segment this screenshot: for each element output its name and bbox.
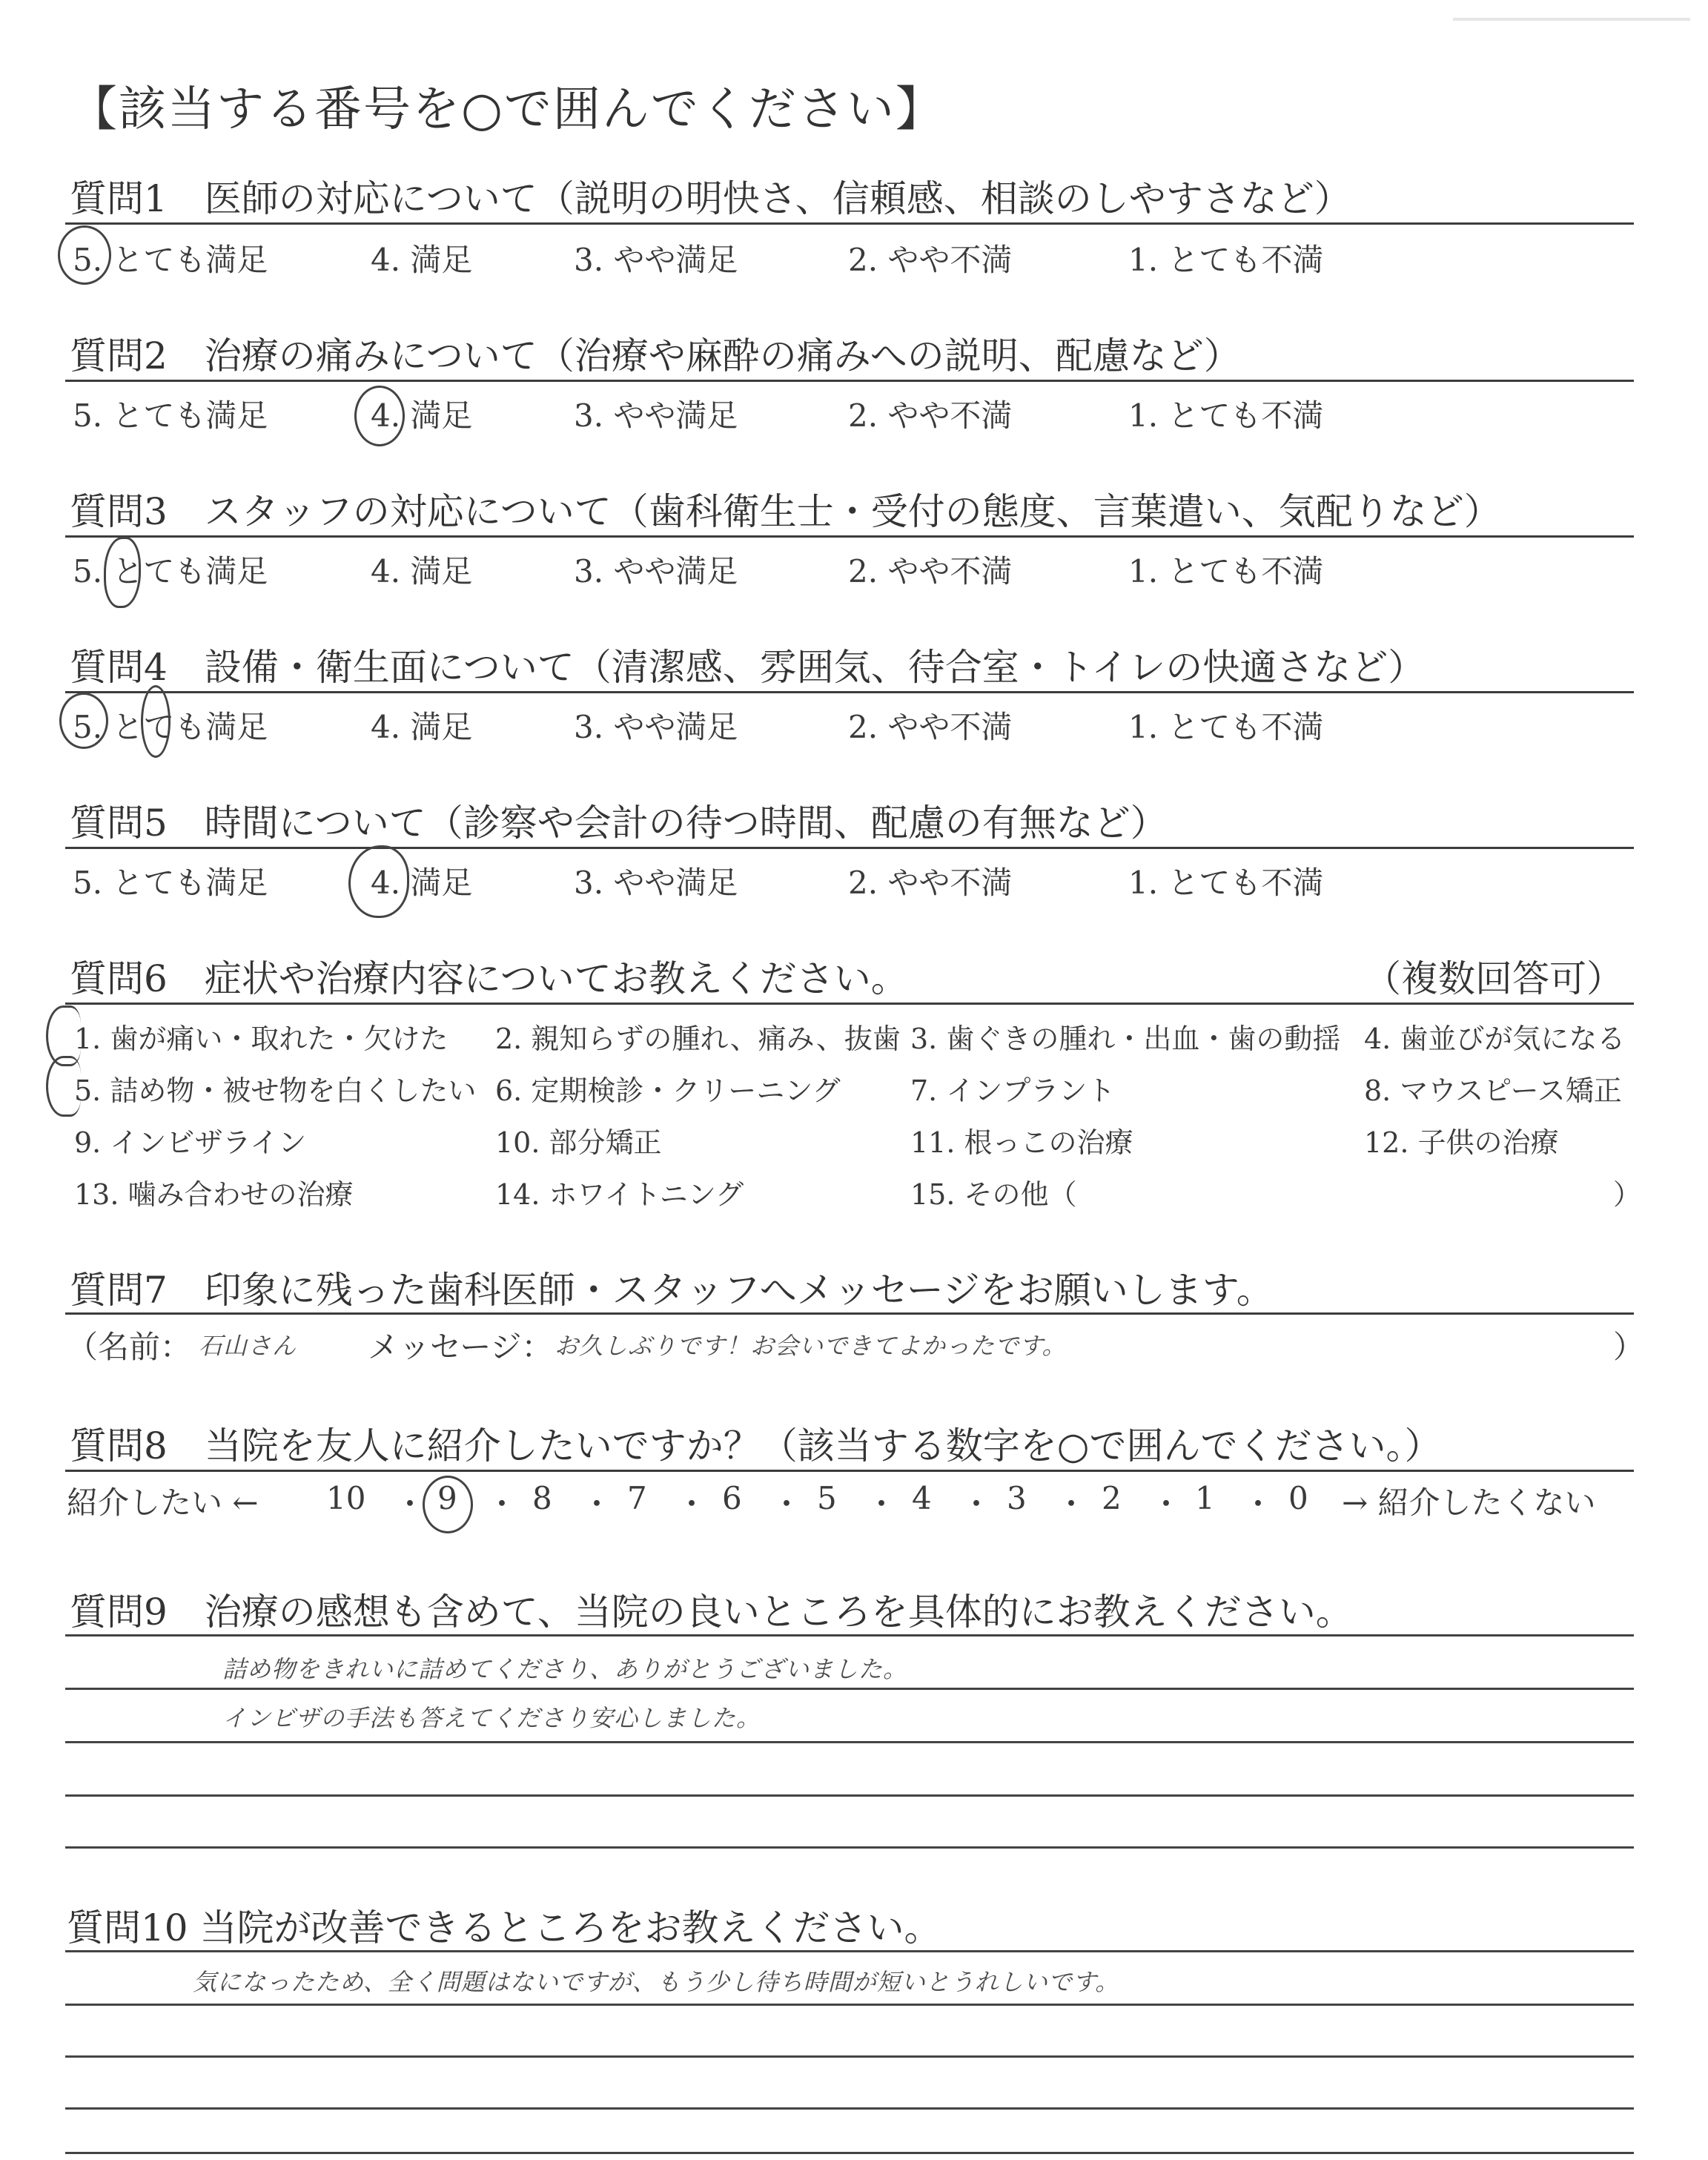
- q6-option-1[interactable]: 1. 歯が痛い・取れた・欠けた: [74, 1023, 448, 1055]
- option-2[interactable]: 2. やや不満: [848, 397, 1013, 434]
- scale-10[interactable]: 10: [326, 1480, 366, 1516]
- answer-circle: [58, 225, 111, 285]
- scale-7[interactable]: 7: [627, 1480, 647, 1516]
- q6-option-12[interactable]: 12. 子供の治療: [1364, 1126, 1559, 1159]
- scale-right-label: → 紹介したくない: [1342, 1484, 1596, 1521]
- answer-line: [65, 1950, 1634, 1952]
- option-5[interactable]: 5. とても満足: [73, 709, 268, 745]
- name-label: （名前：: [67, 1329, 192, 1365]
- q6-option-8[interactable]: 8. マウスピース矯正: [1364, 1074, 1622, 1107]
- divider: [65, 380, 1634, 382]
- scale-1[interactable]: 1: [1195, 1480, 1215, 1516]
- question-title: 質問4 設備・衛生面について（清潔感、雰囲気、待合室・トイレの快適さなど）: [70, 646, 1426, 689]
- answer-line: [65, 2107, 1634, 2110]
- answer-text: 詰め物をきれいに詰めてくださり、ありがとうございました。: [222, 1655, 908, 1683]
- question-title: 質問8 当院を友人に紹介したいですか？（該当する数字を○で囲んでください。）: [70, 1424, 1442, 1467]
- answer-circle: [348, 845, 409, 918]
- option-3[interactable]: 3. やや満足: [574, 865, 738, 901]
- option-2[interactable]: 2. やや不満: [848, 865, 1013, 901]
- q6-option-15-close: ）: [1613, 1178, 1642, 1211]
- divider: [65, 1312, 1634, 1315]
- answer-text: 気になったため、全く問題はないですが、もう少し待ち時間が短いとうれしいです。: [193, 1968, 1120, 1996]
- answer-circle: [423, 1476, 473, 1533]
- divider: [65, 691, 1634, 693]
- answer-line: [65, 1794, 1634, 1797]
- scale-sep: ・: [771, 1486, 803, 1522]
- message-value: お久しぶりです！お会いできてよかったです。: [555, 1332, 1067, 1360]
- option-3[interactable]: 3. やや満足: [574, 553, 738, 589]
- option-4[interactable]: 4. 満足: [371, 242, 473, 278]
- scale-4[interactable]: 4: [912, 1480, 932, 1516]
- q6-option-15[interactable]: 15. その他（: [910, 1178, 1077, 1211]
- scale-sep: ・: [676, 1486, 708, 1522]
- scale-sep: ・: [581, 1486, 613, 1522]
- scale-sep: ・: [961, 1486, 993, 1522]
- option-3[interactable]: 3. やや満足: [574, 709, 738, 745]
- answer-line: [65, 1741, 1634, 1743]
- q6-option-5[interactable]: 5. 詰め物・被せ物を白くしたい: [74, 1074, 477, 1107]
- q6-option-14[interactable]: 14. ホワイトニング: [495, 1178, 744, 1211]
- q6-option-13[interactable]: 13. 噛み合わせの治療: [74, 1178, 354, 1211]
- answer-circle: [354, 386, 405, 446]
- question-title: 質問10 当院が改善できるところをお教えください。: [67, 1906, 941, 1949]
- scale-sep: ・: [486, 1486, 518, 1522]
- question-title: 質問6 症状や治療内容についてお教えください。: [70, 957, 908, 1000]
- multiple-answer-note: （複数回答可）: [1364, 957, 1623, 1000]
- q6-option-11[interactable]: 11. 根っこの治療: [910, 1126, 1133, 1159]
- option-5[interactable]: 5. とても満足: [73, 397, 268, 434]
- scale-2[interactable]: 2: [1102, 1480, 1122, 1516]
- q6-option-7[interactable]: 7. インプラント: [910, 1074, 1116, 1107]
- option-3[interactable]: 3. やや満足: [574, 242, 738, 278]
- answer-circle: [46, 1056, 81, 1117]
- answer-circle: [59, 693, 108, 749]
- name-value: 石山さん: [199, 1332, 297, 1360]
- question-title: 質問7 印象に残った歯科医師・スタッフへメッセージをお願いします。: [70, 1269, 1274, 1312]
- message-close: ）: [1613, 1329, 1645, 1365]
- scale-6[interactable]: 6: [722, 1480, 742, 1516]
- question-title: 質問3 スタッフの対応について（歯科衛生士・受付の態度、言葉遣い、気配りなど）: [70, 490, 1501, 533]
- answer-line: [65, 2055, 1634, 2058]
- option-4[interactable]: 4. 満足: [371, 553, 473, 589]
- option-5[interactable]: 5. とても満足: [73, 553, 268, 589]
- q6-option-9[interactable]: 9. インビザライン: [74, 1126, 307, 1159]
- scale-sep: ・: [1242, 1486, 1274, 1522]
- q6-option-10[interactable]: 10. 部分矯正: [495, 1126, 662, 1159]
- divider: [65, 847, 1634, 849]
- scale-left-label: 紹介したい ←: [67, 1484, 259, 1521]
- question-title: 質問5 時間について（診察や会計の待つ時間、配慮の有無など）: [70, 802, 1168, 845]
- q6-option-4[interactable]: 4. 歯並びが気になる: [1364, 1023, 1626, 1055]
- divider: [65, 535, 1634, 538]
- answer-text: インビザの手法も答えてくださり安心しました。: [222, 1704, 761, 1732]
- option-5[interactable]: 5. とても満足: [73, 865, 268, 901]
- scan-edge: [1453, 18, 1690, 21]
- answer-line: [65, 1846, 1634, 1849]
- option-2[interactable]: 2. やや不満: [848, 242, 1013, 278]
- answer-circle-extra: [141, 685, 171, 758]
- answer-line: [65, 1688, 1634, 1690]
- answer-line: [65, 1634, 1634, 1636]
- q6-option-3[interactable]: 3. 歯ぐきの腫れ・出血・歯の動揺: [910, 1023, 1341, 1055]
- option-1[interactable]: 1. とても不満: [1128, 397, 1324, 434]
- option-1[interactable]: 1. とても不満: [1128, 709, 1324, 745]
- divider: [65, 1470, 1634, 1472]
- option-1[interactable]: 1. とても不満: [1128, 242, 1324, 278]
- option-4[interactable]: 4. 満足: [371, 397, 473, 434]
- question-title: 質問9 治療の感想も含めて、当院の良いところを具体的にお教えください。: [70, 1591, 1353, 1634]
- scale-sep: ・: [394, 1486, 426, 1522]
- scale-3[interactable]: 3: [1007, 1480, 1027, 1516]
- scale-5[interactable]: 5: [817, 1480, 837, 1516]
- answer-line: [65, 2004, 1634, 2006]
- answer-circle: [104, 537, 141, 608]
- message-label: メッセージ：: [368, 1329, 553, 1365]
- option-4[interactable]: 4. 満足: [371, 709, 473, 745]
- scale-9[interactable]: 9: [437, 1480, 457, 1516]
- option-3[interactable]: 3. やや満足: [574, 397, 738, 434]
- scale-sep: ・: [866, 1486, 898, 1522]
- answer-line: [65, 2152, 1634, 2154]
- option-1[interactable]: 1. とても不満: [1128, 865, 1324, 901]
- divider: [65, 1003, 1634, 1005]
- scale-8[interactable]: 8: [532, 1480, 552, 1516]
- question-title: 質問2 治療の痛みについて（治療や麻酔の痛みへの説明、配慮など）: [70, 334, 1241, 377]
- option-2[interactable]: 2. やや不満: [848, 553, 1013, 589]
- divider: [65, 222, 1634, 225]
- option-5[interactable]: 5. とても満足: [73, 242, 268, 278]
- scale-0[interactable]: 0: [1288, 1480, 1308, 1516]
- q6-option-6[interactable]: 6. 定期検診・クリーニング: [495, 1074, 841, 1107]
- question-title: 質問1 医師の対応について（説明の明快さ、信頼感、相談のしやすさなど）: [70, 177, 1351, 220]
- option-2[interactable]: 2. やや不満: [848, 709, 1013, 745]
- option-4[interactable]: 4. 満足: [371, 865, 473, 901]
- q6-option-2[interactable]: 2. 親知らずの腫れ、痛み、抜歯: [495, 1023, 901, 1055]
- scale-sep: ・: [1056, 1486, 1088, 1522]
- form-header: 【該当する番号を○で囲んでください】: [70, 82, 944, 137]
- option-1[interactable]: 1. とても不満: [1128, 553, 1324, 589]
- scale-sep: ・: [1151, 1486, 1182, 1522]
